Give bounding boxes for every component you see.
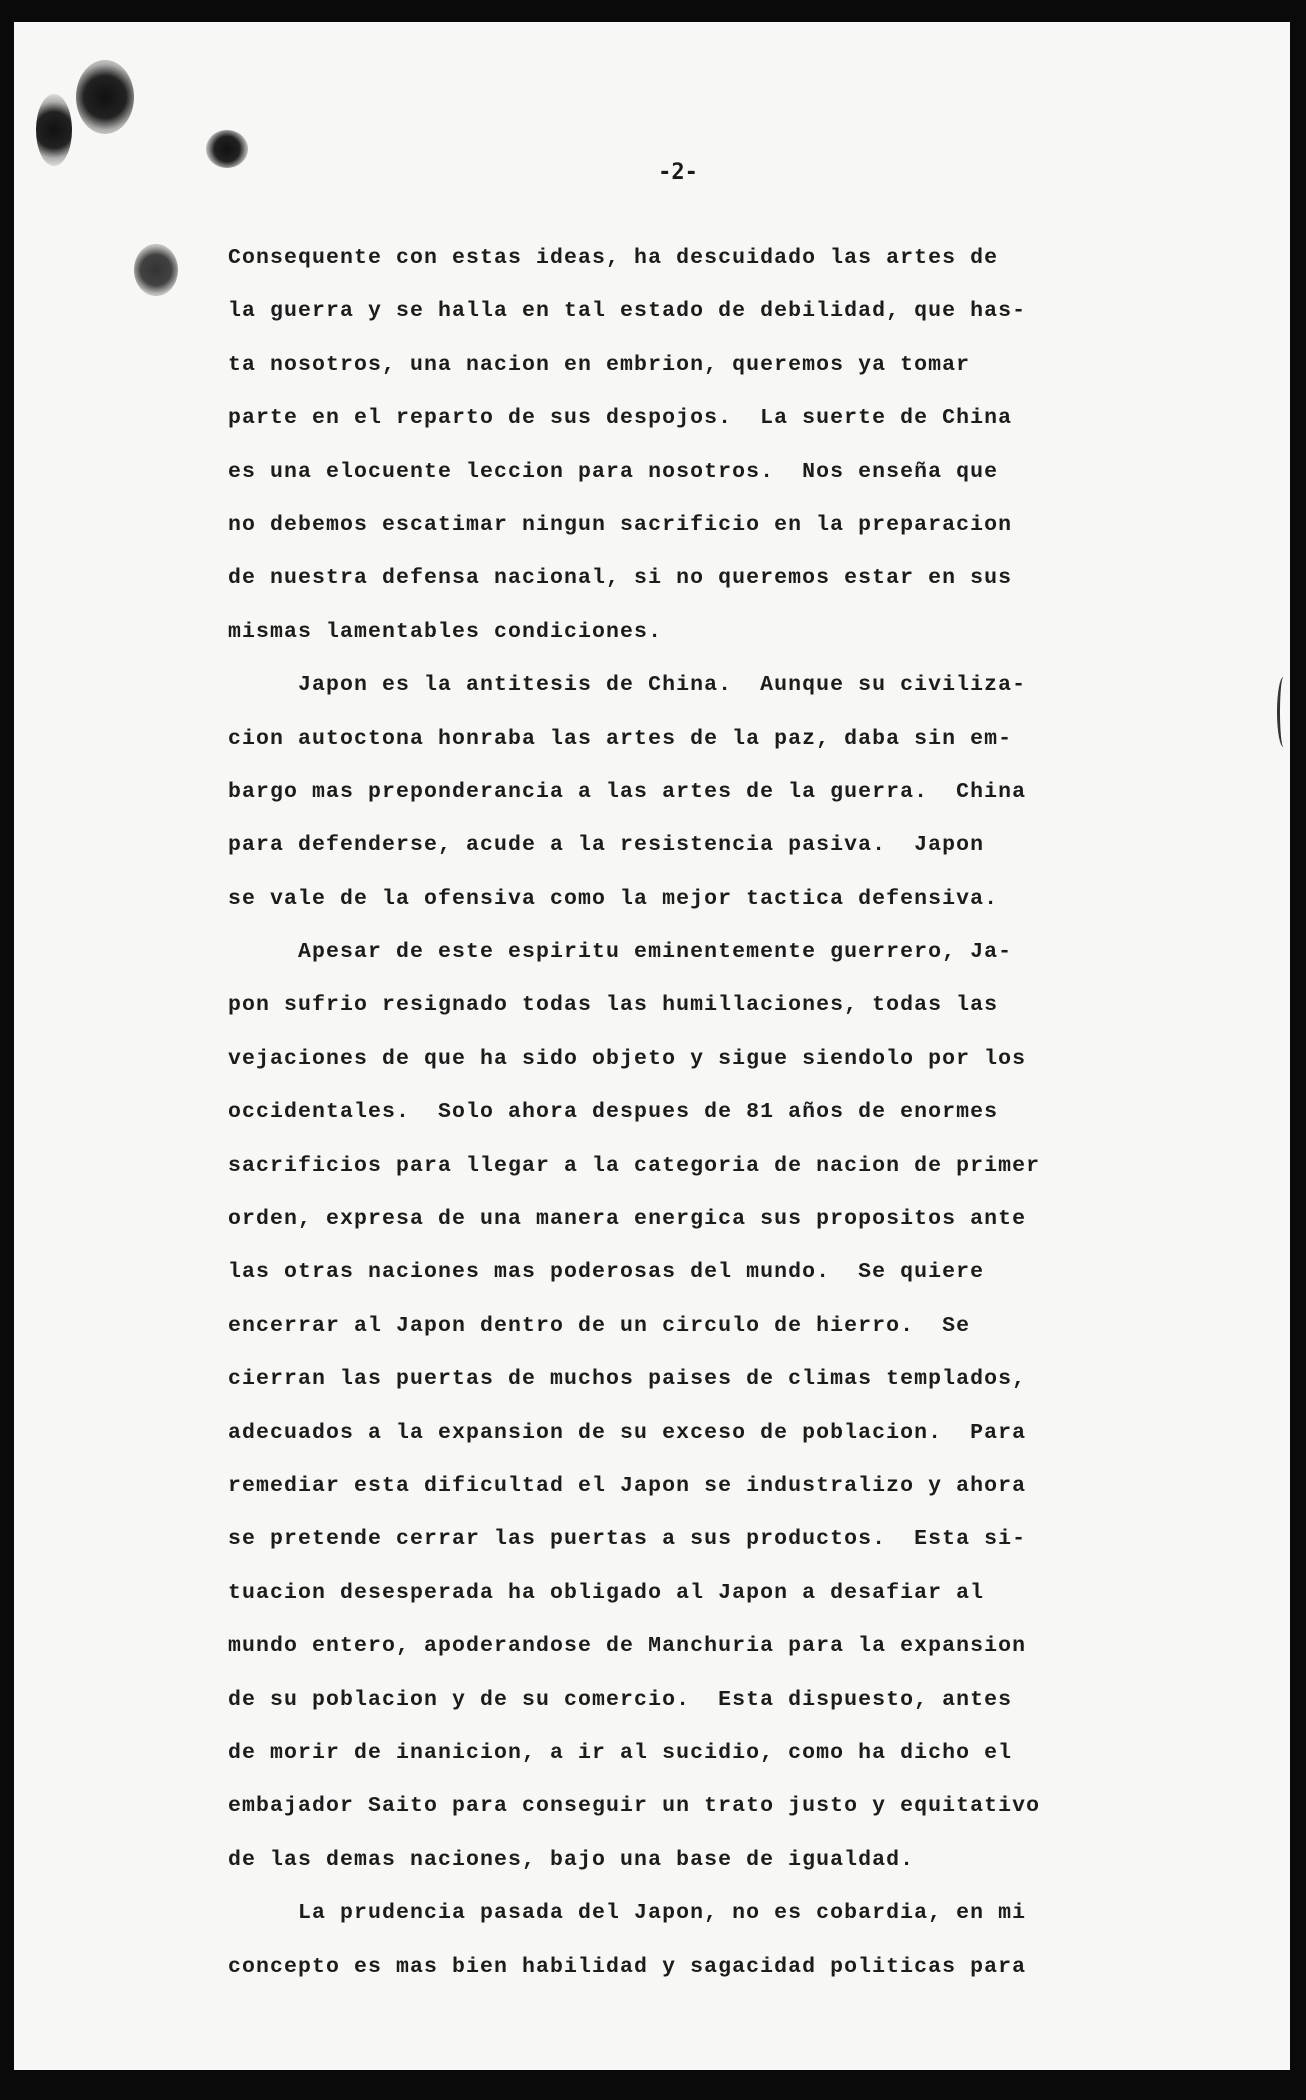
text-line: cierran las puertas de muchos paises de climas templados, bbox=[228, 1367, 1027, 1392]
text-line: es una elocuente leccion para nosotros. Nos enseña que bbox=[228, 459, 999, 484]
text-line: parte en el reparto de sus despojos. La suerte de China bbox=[228, 406, 1013, 431]
text-line: de su poblacion y de su comercio. Esta dispuesto, antes bbox=[228, 1687, 1013, 1712]
text-line: para defenderse, acude a la resistencia pasiva. Japon bbox=[228, 833, 985, 858]
text-line: Japon es la antitesis de China. Aunque su civiliza- bbox=[228, 673, 1027, 698]
text-line: la guerra y se halla en tal estado de debilidad, que has- bbox=[228, 299, 1027, 324]
text-line: occidentales. Solo ahora despues de 81 años de enormes bbox=[228, 1100, 999, 1125]
text-line: encerrar al Japon dentro de un circulo de hierro. Se bbox=[228, 1313, 971, 1338]
text-line: cion autoctona honraba las artes de la paz, daba sin em- bbox=[228, 726, 1013, 751]
text-line: mismas lamentables condiciones. bbox=[228, 619, 663, 644]
text-line: sacrificios para llegar a la categoria de nacion de primer bbox=[228, 1153, 1041, 1178]
text-line: ta nosotros, una nacion en embrion, queremos ya tomar bbox=[228, 352, 971, 377]
text-line: pon sufrio resignado todas las humillaciones, todas las bbox=[228, 993, 999, 1018]
text-line: La prudencia pasada del Japon, no es cobardia, en mi bbox=[228, 1901, 1027, 1926]
page-number: -2- bbox=[658, 160, 698, 185]
text-line: se pretende cerrar las puertas a sus productos. Esta si- bbox=[228, 1527, 1027, 1552]
text-line: de nuestra defensa nacional, si no queremos estar en sus bbox=[228, 566, 1013, 591]
text-line: vejaciones de que ha sido objeto y sigue siendolo por los bbox=[228, 1046, 1027, 1071]
text-line: adecuados a la expansion de su exceso de poblacion. Para bbox=[228, 1420, 1027, 1445]
text-line: Apesar de este espiritu eminentemente guerrero, Ja- bbox=[228, 940, 1013, 965]
text-line: bargo mas preponderancia a las artes de la guerra. China bbox=[228, 779, 1027, 804]
text-line: las otras naciones mas poderosas del mundo. Se quiere bbox=[228, 1260, 985, 1285]
ink-blot bbox=[76, 60, 134, 134]
text-line: de morir de inanicion, a ir al sucidio, como ha dicho el bbox=[228, 1740, 1013, 1765]
body-text bbox=[228, 232, 1188, 1994]
page-edge-mark bbox=[1277, 677, 1290, 747]
text-line: de las demas naciones, bajo una base de igualdad. bbox=[228, 1847, 915, 1872]
document-page bbox=[14, 22, 1290, 2070]
text-line: no debemos escatimar ningun sacrificio en la preparacion bbox=[228, 512, 1013, 537]
text-line: se vale de la ofensiva como la mejor tactica defensiva. bbox=[228, 886, 999, 911]
text-line: tuacion desesperada ha obligado al Japon a desafiar al bbox=[228, 1580, 985, 1605]
text-line: mundo entero, apoderandose de Manchuria para la expansion bbox=[228, 1634, 1027, 1659]
text-line: embajador Saito para conseguir un trato justo y equitativo bbox=[228, 1794, 1041, 1819]
ink-blot bbox=[134, 244, 178, 296]
text-line: concepto es mas bien habilidad y sagacidad politicas para bbox=[228, 1954, 1027, 1979]
ink-blot bbox=[36, 94, 72, 166]
text-line: remediar esta dificultad el Japon se industralizo y ahora bbox=[228, 1473, 1027, 1498]
text-line: Consequente con estas ideas, ha descuidado las artes de bbox=[228, 246, 999, 270]
text-line: orden, expresa de una manera energica sus propositos ante bbox=[228, 1207, 1027, 1232]
